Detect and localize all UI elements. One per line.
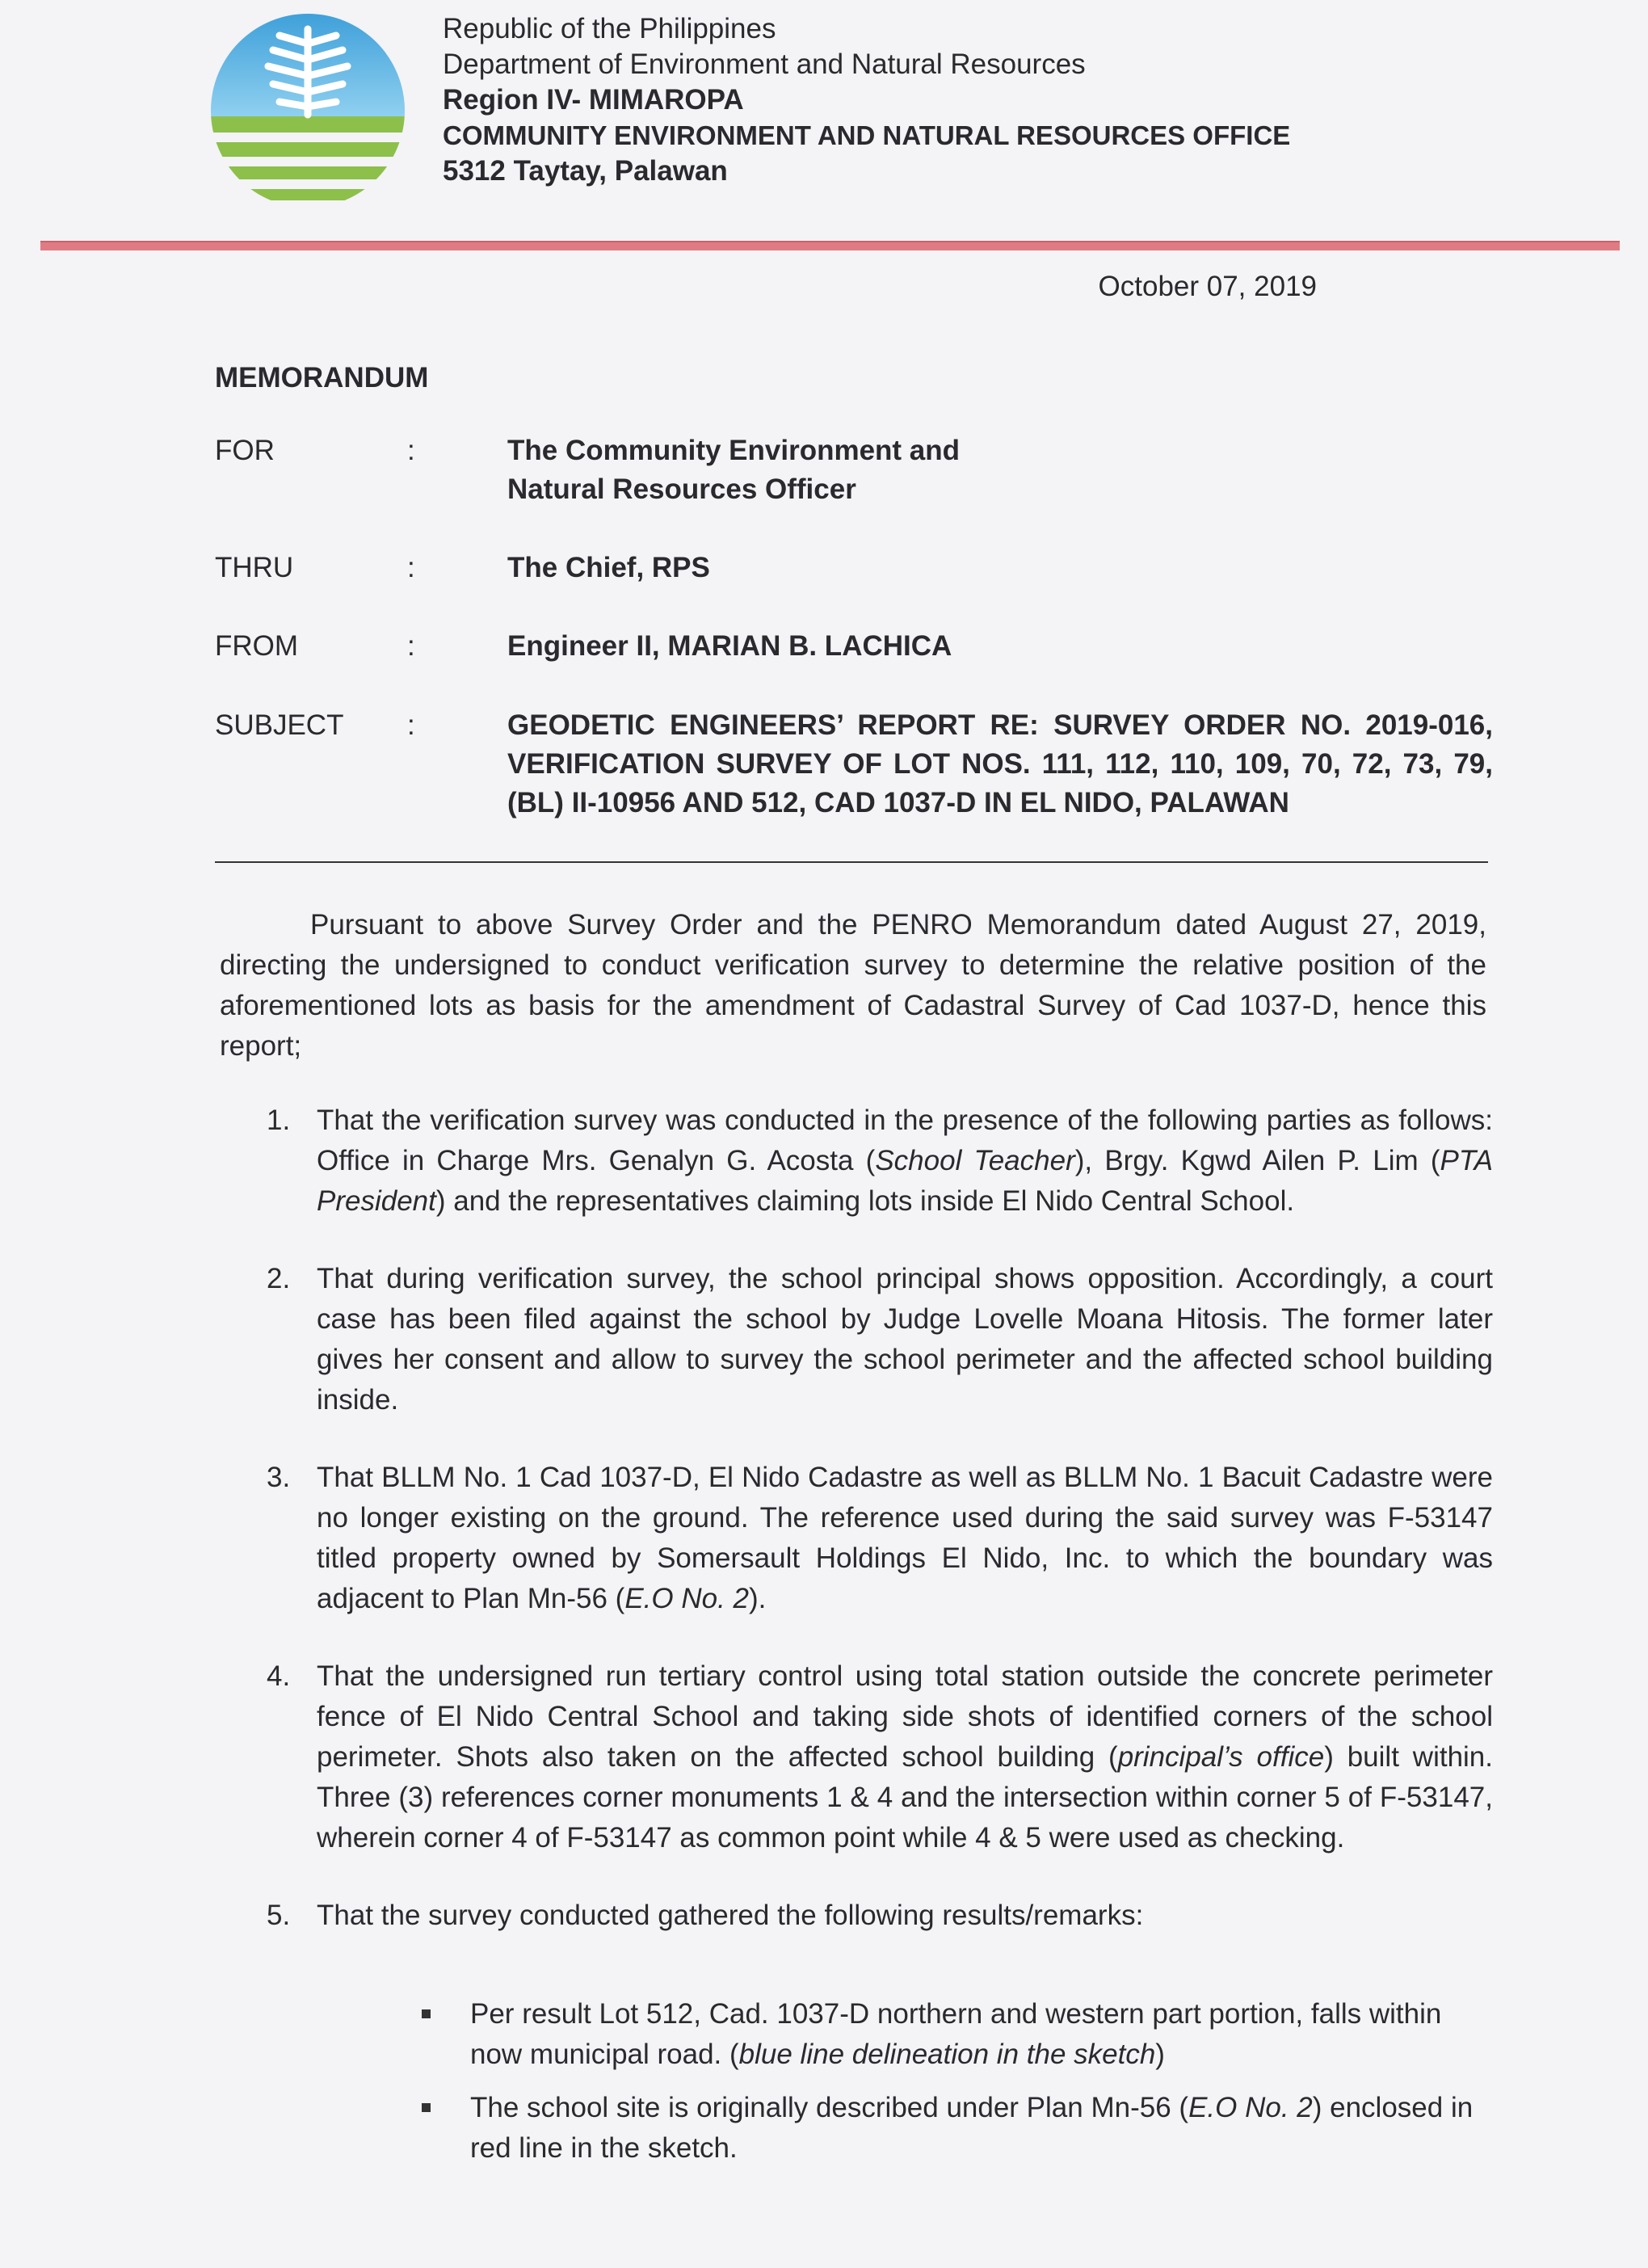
field-subject-value: GEODETIC ENGINEERS’ REPORT RE: SURVEY ORDER NO. 2019-016, VERIFICATION SURVEY OF LOT NOS. 111, 112, 110, 109, 70, 72, 73, 79, (BL) II-10956 AND 512, CAD 1037-D IN EL NIDO, PALAWAN [507, 709, 1493, 818]
field-subject-label: SUBJECT [215, 709, 344, 741]
field-for-value: The Community Environment and Natural Resources Officer [507, 435, 961, 505]
bullet-item [418, 2088, 1495, 2169]
text-run: That the undersigned run tertiary control using total station outside the concrete perimeter fence of El Nido Central School and taking side shots of identified corners of the school perimeter. Shots also taken on the affected school building ( [317, 1660, 1493, 1773]
denr-logo [199, 11, 417, 210]
list-item-number: 5. [267, 1900, 291, 1931]
text-run: ) enclosed in red line in the sketch. [470, 2092, 1474, 2164]
text-run: That the verification survey was conducted in the presence of the following parties as follows: Office in Charge Mrs. Genalyn G. Acosta ( [317, 1105, 1493, 1176]
letterhead-department: Department of Environment and Natural Resources [443, 48, 1086, 80]
letterhead-address: 5312 Taytay, Palawan [443, 155, 728, 187]
field-from-label: FROM [215, 630, 299, 662]
numbered-list [267, 1100, 1493, 1955]
field-thru-colon: : [407, 552, 415, 583]
text-run: Per result Lot 512, Cad. 1037-D northern and western part portion, falls within now municipal road. ( [470, 1998, 1442, 2070]
list-item-text [317, 1458, 1493, 1619]
italic-run: blue line delineation in the sketch [738, 2039, 1156, 2070]
text-run: ) built within. Three (3) references corner monuments 1 & 4 and the intersection within corner 5 of F-53147, wherein corner 4 of F-53147 as common point while 4 & 5 were used as checking. [317, 1741, 1493, 1854]
list-item-text [317, 1259, 1493, 1420]
list-item-text [317, 1896, 1493, 1936]
field-from-value: Engineer II, MARIAN B. LACHICA [507, 630, 952, 662]
list-item-number: 4. [267, 1660, 291, 1692]
text-run: That the survey conducted gathered the following results/remarks: [317, 1900, 1144, 1931]
text-run: That during verification survey, the school principal shows opposition. Accordingly, a court case has been filed against the school by Judge Lovelle Moana Hitosis. The former later gives her consent and allow to survey the school perimeter and the affected school building inside. [317, 1263, 1493, 1416]
list-item-text [317, 1100, 1493, 1222]
text-run: ). [749, 1583, 767, 1614]
letterhead-divider [40, 241, 1620, 250]
list-item-number: 1. [267, 1105, 291, 1136]
field-thru-value: The Chief, RPS [507, 552, 710, 583]
italic-run: principal’s office [1117, 1741, 1325, 1773]
bullet-item [418, 1994, 1495, 2075]
italic-run: E.O No. 2 [1188, 2092, 1313, 2123]
bullet-text [470, 2088, 1495, 2169]
text-run: The school site is originally described under Plan Mn-56 ( [470, 2092, 1189, 2123]
field-for-label: FOR [215, 435, 275, 466]
letterhead-office: COMMUNITY ENVIRONMENT AND NATURAL RESOURCES OFFICE [443, 120, 1291, 150]
letterhead [443, 11, 1290, 189]
field-from-colon: : [407, 630, 415, 662]
list-item [267, 1259, 1493, 1420]
list-item-number: 2. [267, 1263, 291, 1294]
field-thru-label: THRU [215, 552, 294, 583]
text-run: ), Brgy. Kgwd Ailen P. Lim ( [1074, 1145, 1440, 1176]
list-item [267, 1100, 1493, 1222]
bullet-text [470, 1994, 1495, 2075]
italic-run: School Teacher [875, 1145, 1075, 1176]
memo-date: October 07, 2019 [1098, 271, 1317, 302]
bullet-square-icon [422, 2009, 431, 2018]
letterhead-republic: Republic of the Philippines [443, 13, 776, 44]
memo-title: MEMORANDUM [215, 362, 429, 393]
list-item-number: 3. [267, 1462, 291, 1493]
text-run: ) and the representatives claiming lots inside El Nido Central School. [435, 1185, 1295, 1217]
list-item [267, 1656, 1493, 1858]
list-item-text [317, 1656, 1493, 1858]
text-run: ) [1155, 2039, 1165, 2070]
letterhead-region: Region IV- MIMAROPA [443, 84, 744, 116]
italic-run: E.O No. 2 [624, 1583, 749, 1614]
text-run: That BLLM No. 1 Cad 1037-D, El Nido Cadastre as well as BLLM No. 1 Bacuit Cadastre were no longer existing on the ground. The reference used during the said survey was F-53147 titled property owned by Somersault Holdings El Nido, Inc. to which the boundary was adjacent to Plan Mn-56 ( [317, 1462, 1493, 1614]
italic-run: PTA President [317, 1145, 1493, 1217]
bullet-square-icon [422, 2103, 431, 2112]
header-divider [215, 861, 1488, 863]
list-item [267, 1896, 1493, 1936]
results-bullet-list [418, 1994, 1495, 2182]
intro-paragraph: Pursuant to above Survey Order and the PENRO Memorandum dated August 27, 2019, directing the undersigned to conduct verification survey to determine the relative position of the aforementioned lots as basis for the amendment of Cadastral Survey of Cad 1037-D, hence this report; [220, 909, 1486, 1062]
field-for-colon: : [407, 435, 415, 466]
field-subject-colon: : [407, 709, 415, 741]
list-item [267, 1458, 1493, 1619]
